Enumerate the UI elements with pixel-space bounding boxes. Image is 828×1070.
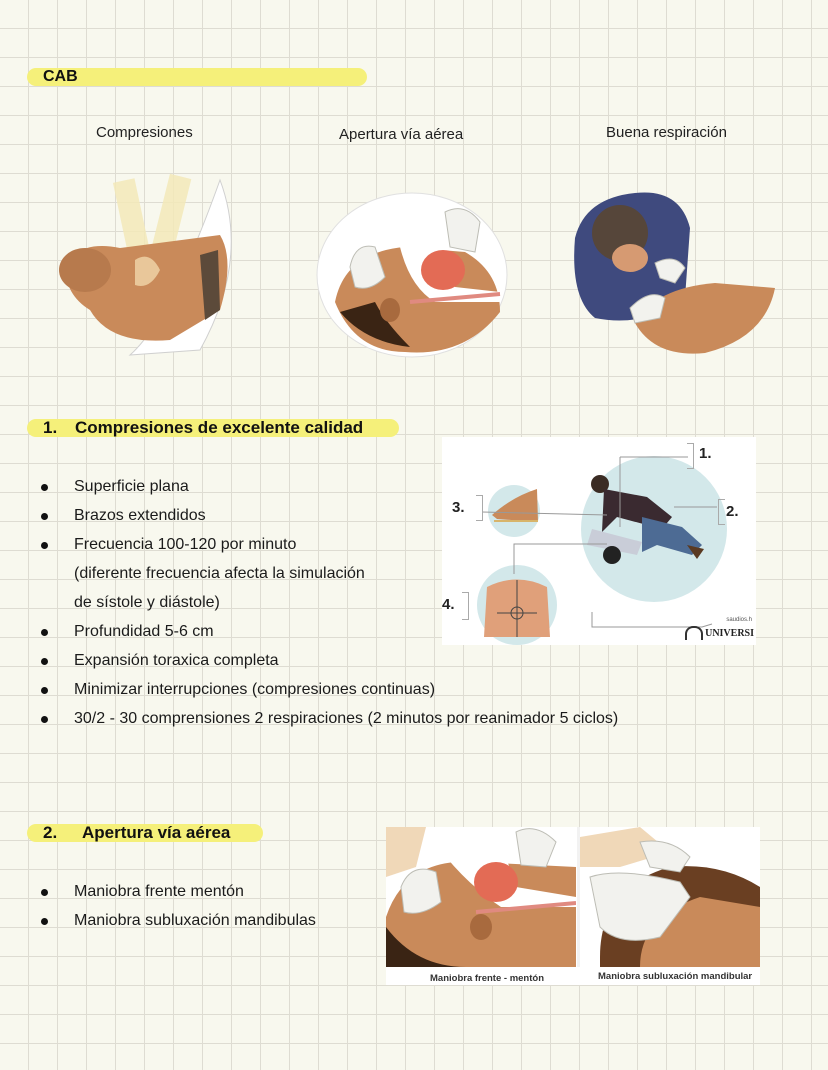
university-logo-subtext: saudios.h — [726, 617, 752, 623]
airway-maneuvers-figure — [386, 827, 760, 985]
list-item: Brazos extendidos — [30, 501, 618, 530]
diagram-label-2-bracket — [718, 499, 725, 525]
list-item: Maniobra subluxación mandibulas — [30, 906, 316, 935]
bullet-icon — [41, 513, 48, 520]
cab-step-respiracion-label: Buena respiración — [606, 124, 727, 141]
diagram-label-1: 1. — [699, 445, 712, 462]
university-logo — [685, 626, 754, 640]
diagram-label-1-bracket — [687, 443, 694, 469]
university-logo-text: UNIVERSI — [705, 627, 754, 639]
list-item-continuation: (diferente frecuencia afecta la simulación — [74, 565, 365, 582]
diagram-label-3: 3. — [452, 499, 465, 516]
bullet-icon — [41, 658, 48, 665]
cpr-technique-diagram — [442, 437, 756, 645]
jaw-thrust-illustration — [580, 827, 760, 967]
list-item-continuation: de sístole y diástole) — [74, 594, 220, 611]
list-item: Minimizar interrupciones (compresiones continuas) — [30, 675, 618, 704]
diagram-label-4: 4. — [442, 596, 455, 613]
diagram-label-3-bracket — [476, 495, 483, 521]
list-item: Superficie plana — [30, 472, 618, 501]
bullet-icon — [41, 889, 48, 896]
bullet-icon — [41, 687, 48, 694]
list-item: 30/2 - 30 comprensiones 2 respiraciones (2 minutos por reanimador 5 ciclos) — [30, 704, 618, 733]
university-logo-icon — [685, 626, 703, 640]
photo-caption-jaw-thrust: Maniobra subluxación mandibular — [598, 971, 753, 982]
head-tilt-chin-lift-illustration — [386, 827, 576, 967]
bullet-icon — [41, 542, 48, 549]
bullet-icon — [41, 918, 48, 925]
photo-caption-head-tilt: Maniobra frente - mentón — [430, 973, 545, 984]
list-item: Maniobra frente mentón — [30, 877, 316, 906]
bullet-icon — [41, 716, 48, 723]
cpr-diagram-graphic — [442, 437, 756, 645]
list-item: Expansión toraxica completa — [30, 646, 618, 675]
diagram-label-4-bracket — [462, 592, 469, 620]
bullet-icon — [41, 629, 48, 636]
list-item: Frecuencia 100-120 por minuto — [30, 530, 618, 559]
chest-compression-illustration — [50, 170, 240, 360]
photo-divider — [577, 827, 580, 967]
cab-highlight — [27, 68, 367, 86]
section1-number: 1. — [43, 418, 58, 437]
diagram-label-2: 2. — [726, 503, 739, 520]
rescue-breathing-illustration — [565, 188, 785, 358]
head-tilt-airway-illustration — [315, 192, 510, 362]
section2-number: 2. — [43, 823, 58, 842]
list-item: Profundidad 5-6 cm — [30, 617, 618, 646]
bullet-icon — [41, 484, 48, 491]
section1-title: Compresiones de excelente calidad — [75, 418, 364, 437]
section2-title: Apertura vía aérea — [82, 823, 231, 842]
cab-title: CAB — [43, 68, 78, 85]
cab-step-apertura-label: Apertura vía aérea — [339, 126, 464, 143]
cab-step-compresiones-label: Compresiones — [96, 124, 193, 141]
section2-bullet-list — [30, 877, 316, 935]
